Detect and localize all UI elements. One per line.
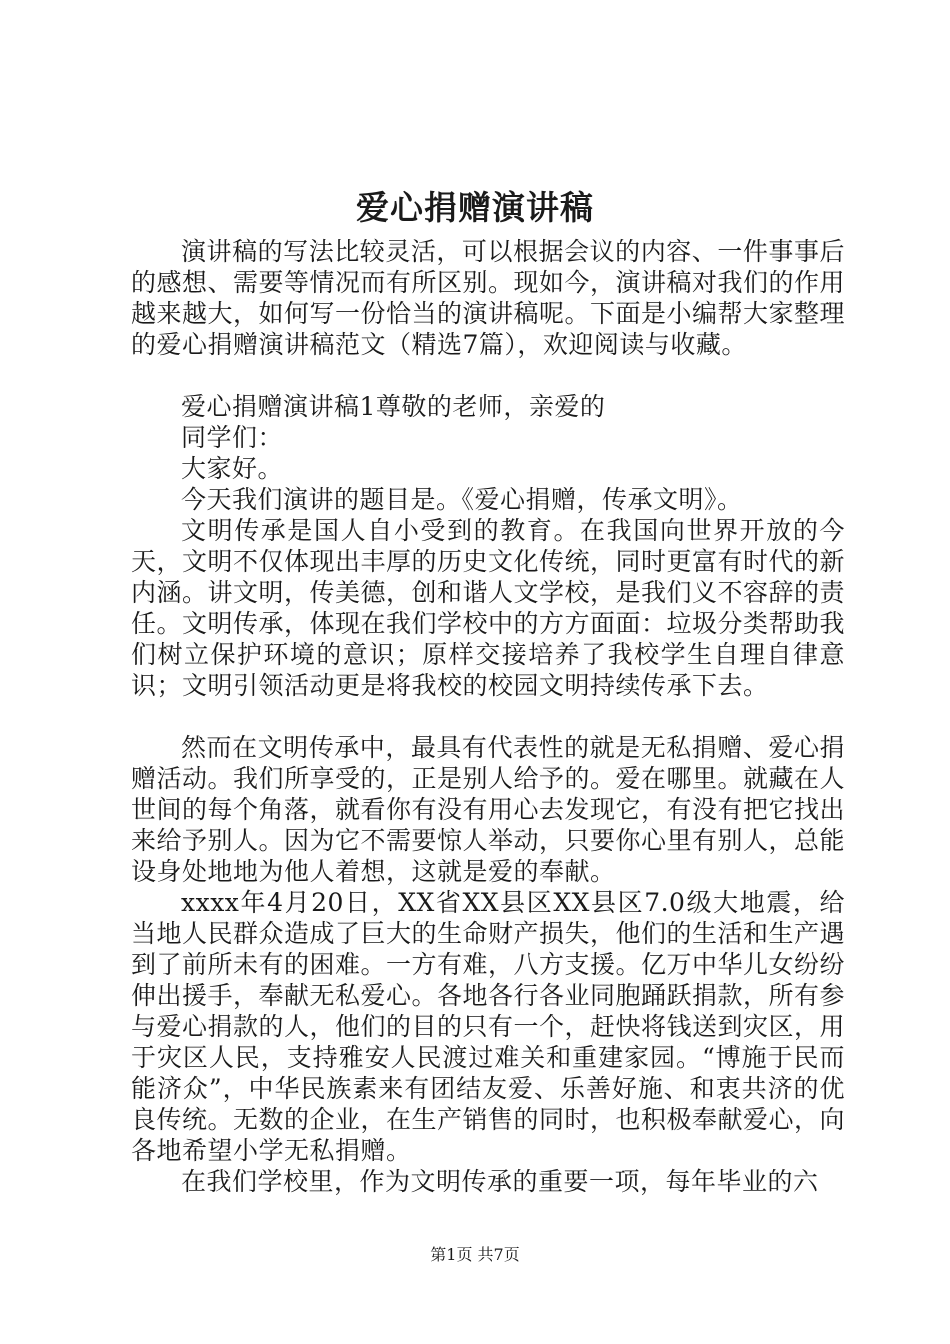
speech-heading-line: 爱心捐赠演讲稿1尊敬的老师，亲爱的 xyxy=(181,392,606,421)
body-paragraph-earthquake: xxxx年4月20日，XX省XX县区XX县区7.0级大地震，给当地人民群众造成了巨大的生命财产损失，他们的生活和生产遇到了前所未有的困难。一方有难，八方支援。亿万中华儿女纷纷伸出援手，奉献无私爱心。各地各行各业同胞踊跃捐款，所有参与爱心捐款的人，他们的目的只有一个，赶快将钱送到灾区，用于灾区人民，支持雅安人民渡过难关和重建家园。“博施于民而能济众”，中华民族素来有团结友爱、乐善好施、和衷共济的优良传统。无数的企业，在生产销售的同时，也积极奉献爱心，向各地希望小学无私捐赠。 xyxy=(131,888,846,1165)
document-body xyxy=(131,236,845,1197)
body-paragraph-donation: 然而在文明传承中，最具有代表性的就是无私捐赠、爱心捐赠活动。我们所享受的，正是别人给予的。爱在哪里。就藏在人世间的每个角落，就看你有没有用心去发现它，有没有把它找出来给予别人。因为它不需要惊人举动，只要你心里有别人，总能设身处地地为他人着想，这就是爱的奉献。 xyxy=(131,733,846,886)
document-title: 爱心捐赠演讲稿 xyxy=(356,188,594,227)
body-paragraph-civilization: 文明传承是国人自小受到的教育。在我国向世界开放的今天，文明不仅体现出丰厚的历史文化传统，同时更富有时代的新内涵。讲文明，传美德，创和谐人文学校，是我们义不容辞的责任。文明传承，体现在我们学校中的方方面面：垃圾分类帮助我们树立保护环境的意识；原样交接培养了我校学生自理自律意识；文明引领活动更是将我校的校园文明持续传承下去。 xyxy=(131,516,846,700)
greeting-line: 大家好。 xyxy=(181,454,284,483)
salutation-line: 同学们： xyxy=(181,423,284,452)
topic-line: 今天我们演讲的题目是。《爱心捐赠，传承文明》。 xyxy=(181,485,743,514)
intro-paragraph: 演讲稿的写法比较灵活，可以根据会议的内容、一件事事后的感想、需要等情况而有所区别。现如今，演讲稿对我们的作用越来越大，如何写一份恰当的演讲稿呢。下面是小编帮大家整理的爱心捐赠演讲稿范文（精选7篇），欢迎阅读与收藏。 xyxy=(131,237,846,359)
body-paragraph-school: 在我们学校里，作为文明传承的重要一项，每年毕业的六 xyxy=(181,1167,819,1196)
page-number-footer: 第1页 共7页 xyxy=(430,1245,520,1264)
